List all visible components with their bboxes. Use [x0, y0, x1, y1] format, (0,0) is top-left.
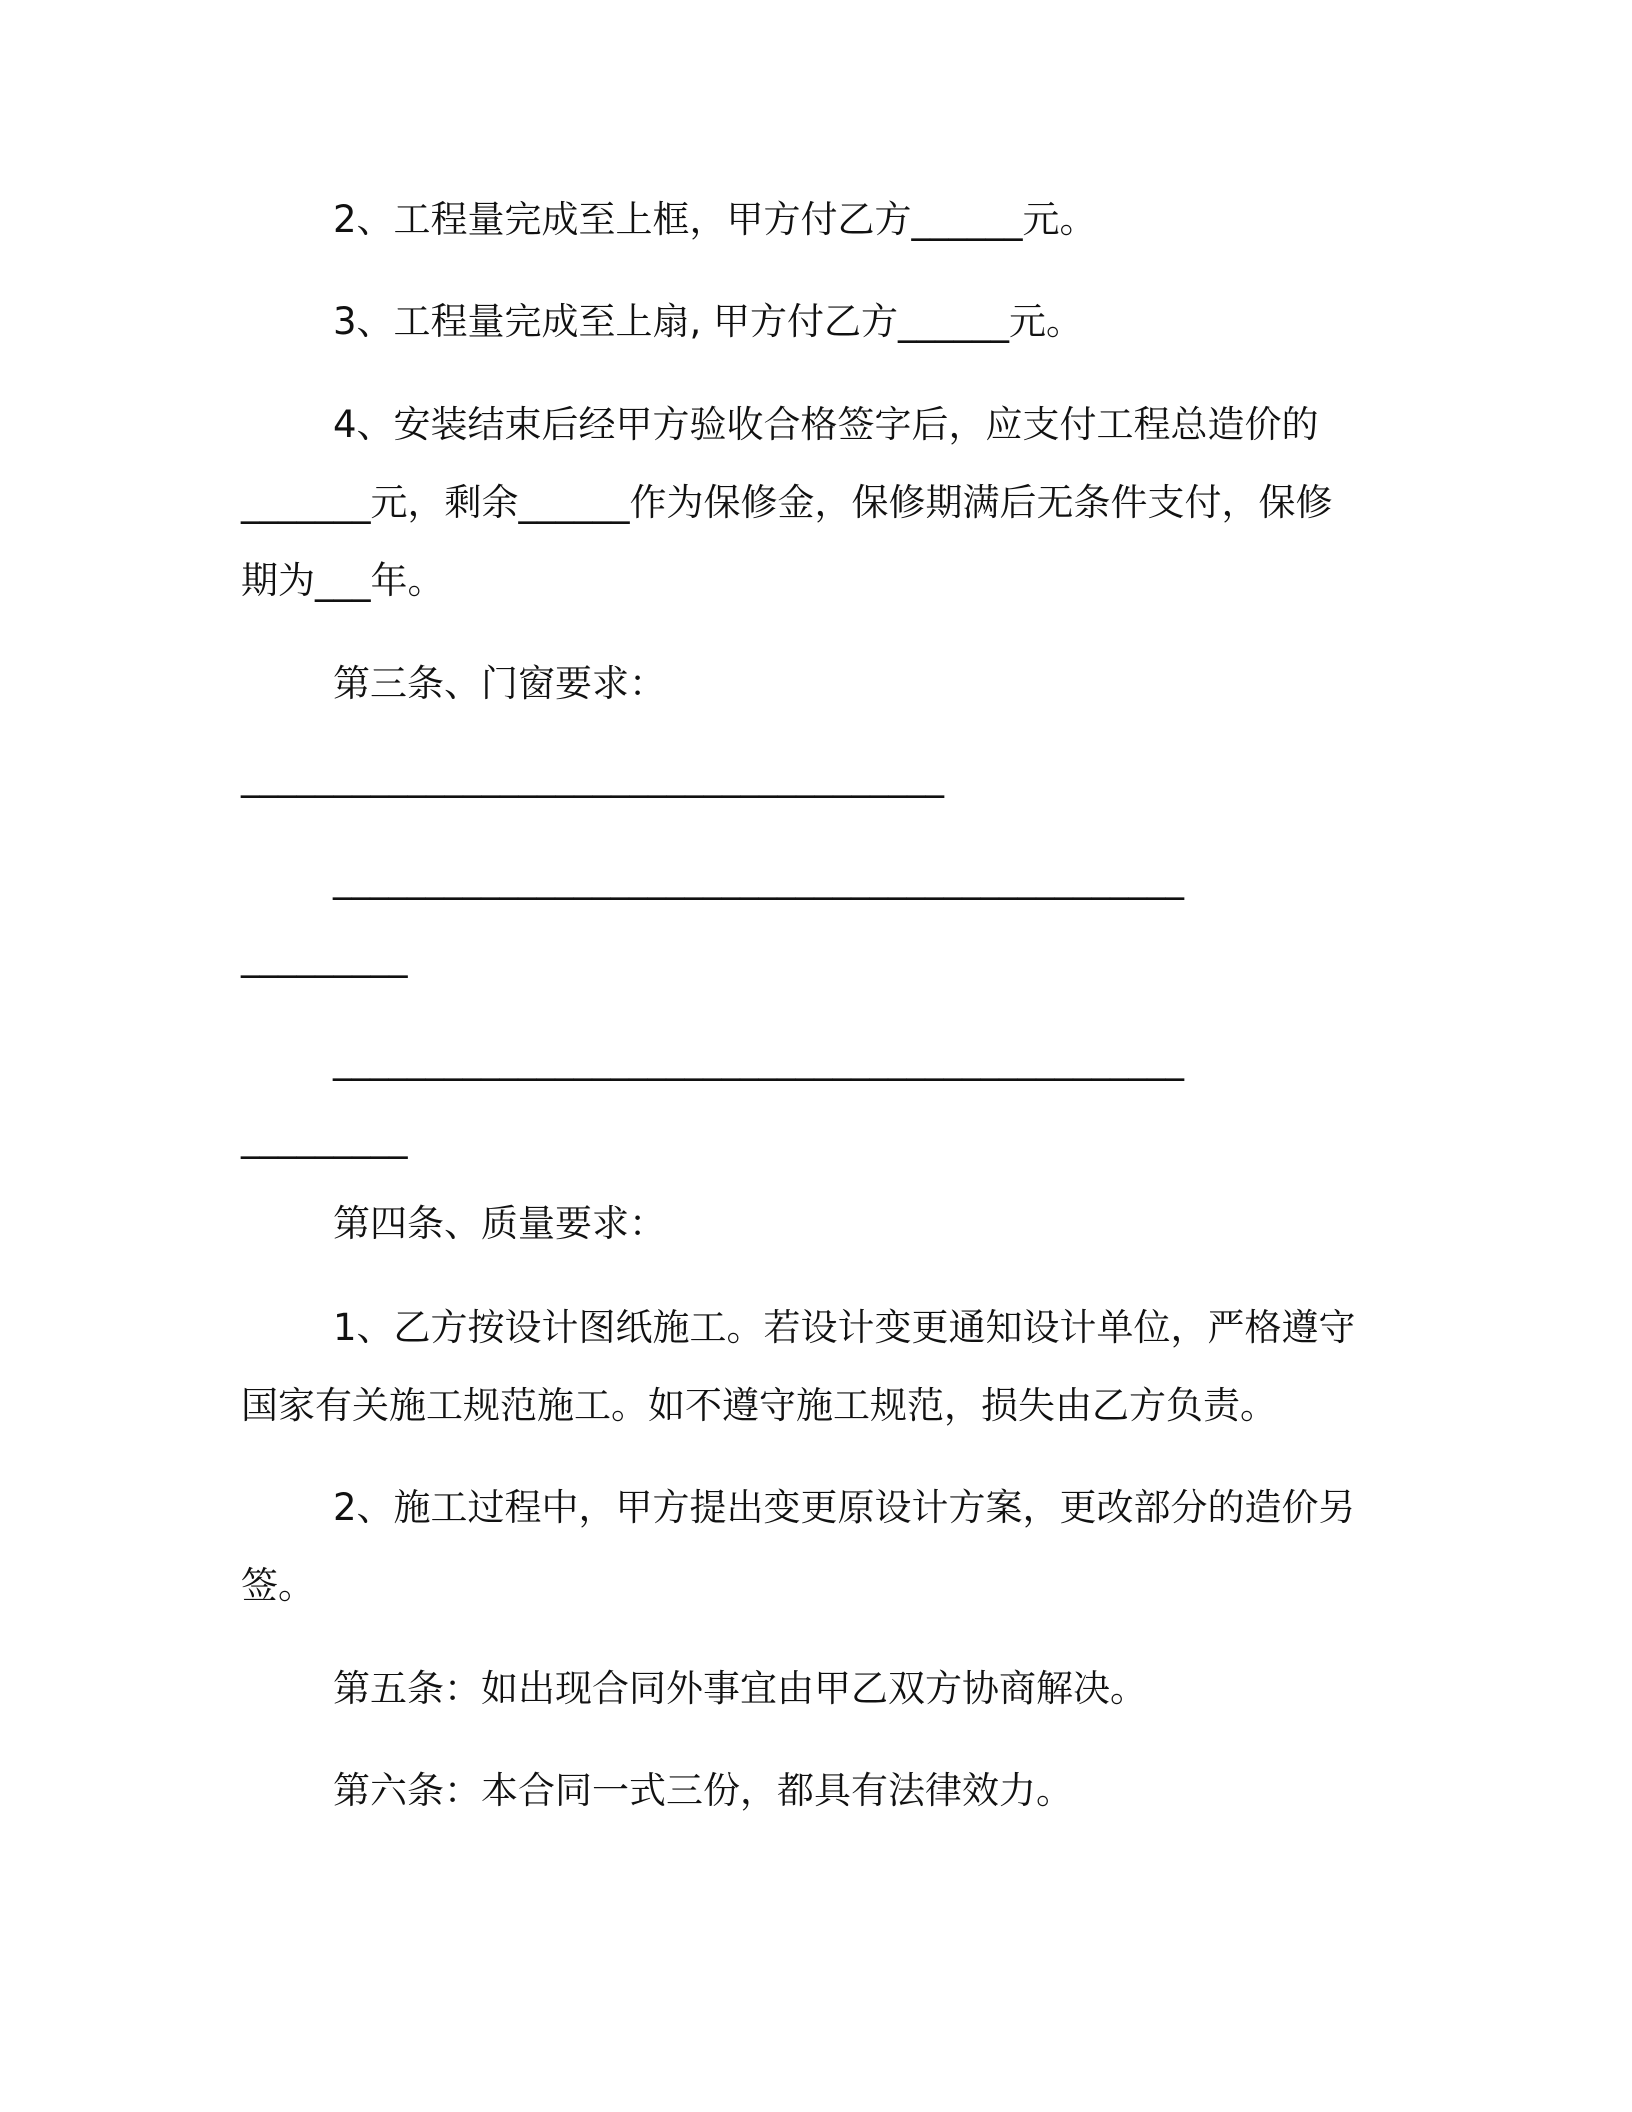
quality-clause-2-line-1: 2、施工过程中，甲方提出变更原设计方案，更改部分的造价另: [333, 1486, 1356, 1529]
blank-line-1: ______________________________________: [241, 755, 944, 798]
blank-line-3-cont: _________: [241, 1116, 408, 1159]
payment-clause-4-line-2: _______元，剩余______作为保修金，保修期满后无条件支付，保修: [241, 481, 1333, 524]
payment-clause-4-line-3: 期为___年。: [241, 559, 445, 602]
quality-clause-2-line-2: 签。: [241, 1564, 315, 1607]
payment-clause-2: 2、工程量完成至上框，甲方付乙方______元。: [333, 198, 1097, 241]
article-5: 第五条：如出现合同外事宜由甲乙双方协商解决。: [333, 1667, 1147, 1710]
payment-clause-3: 3、工程量完成至上扇, 甲方付乙方______元。: [333, 300, 1084, 343]
blank-line-2: ______________________________________________: [333, 857, 1184, 900]
article-3-heading: 第三条、门窗要求：: [333, 662, 666, 705]
article-6: 第六条：本合同一式三份，都具有法律效力。: [333, 1769, 1073, 1812]
article-4-heading: 第四条、质量要求：: [333, 1202, 666, 1245]
blank-line-3: ______________________________________________: [333, 1038, 1184, 1081]
quality-clause-1-line-1: 1、乙方按设计图纸施工。若设计变更通知设计单位，严格遵守: [333, 1306, 1356, 1349]
payment-clause-4-line-1: 4、安装结束后经甲方验收合格签字后，应支付工程总造价的: [333, 403, 1319, 446]
quality-clause-1-line-2: 国家有关施工规范施工。如不遵守施工规范，损失由乙方负责。: [241, 1384, 1277, 1427]
blank-line-2-cont: _________: [241, 935, 408, 978]
